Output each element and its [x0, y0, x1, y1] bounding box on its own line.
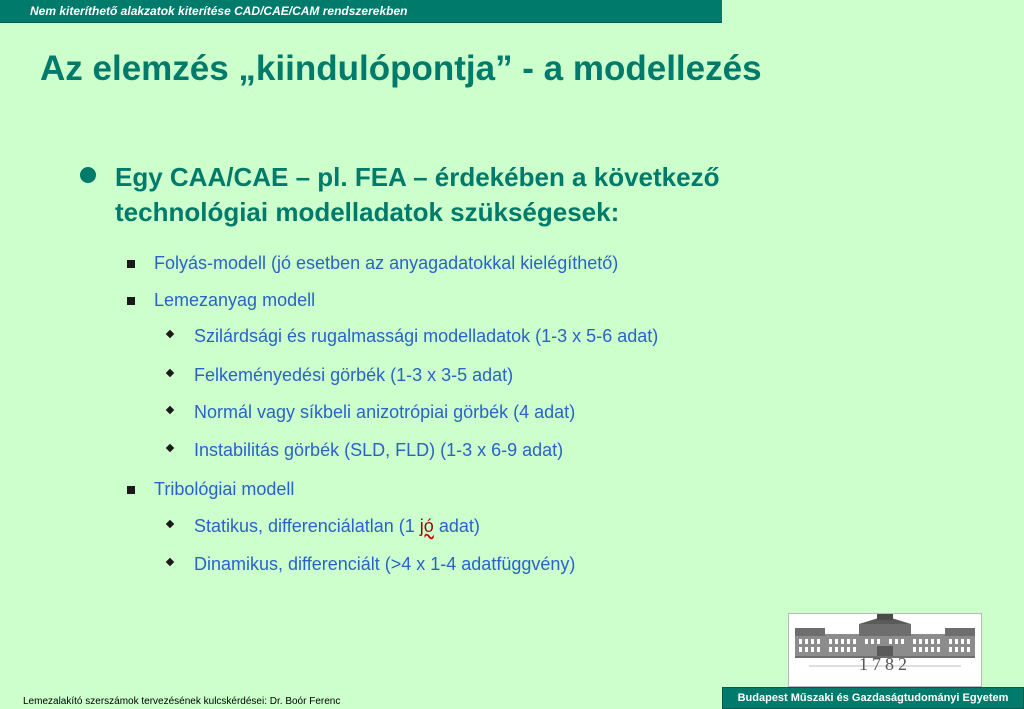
slide-title: Az elemzés „kiindulópontja” - a modellezés	[40, 49, 762, 88]
diamond-bullet-icon	[166, 520, 174, 528]
university-logo	[788, 613, 982, 687]
diamond-bullet-icon	[166, 444, 174, 452]
diamond-bullet-icon	[166, 330, 174, 338]
diamond-bullet-icon	[166, 369, 174, 377]
square-bullet-icon	[127, 260, 135, 268]
footer-author: Lemezalakító szerszámok tervezésének kulcskérdései: Dr. Boór Ferenc	[23, 696, 341, 707]
list-item-text: Lemezanyag modell	[154, 290, 316, 310]
main-bullet-text: Egy CAA/CAE – pl. FEA – érdekében a következő technológiai modelladatok szükségesek:	[115, 162, 720, 227]
list-item-text: Szilárdsági és rugalmassági modelladatok (1-3 x 5-6 adat)	[194, 326, 659, 346]
bullet-dot-icon	[80, 167, 96, 183]
list-item-text: Tribológiai modell	[154, 479, 295, 499]
diamond-bullet-icon	[166, 558, 174, 566]
diamond-bullet-icon	[166, 406, 174, 414]
list-item-text: Dinamikus, differenciált (>4 x 1-4 adatfüggvény)	[194, 554, 576, 574]
list-item-text: Felkeményedési görbék (1-3 x 3-5 adat)	[194, 365, 514, 385]
list-item-text: Instabilitás görbék (SLD, FLD) (1-3 x 6-9 adat)	[194, 440, 564, 460]
square-bullet-icon	[127, 297, 135, 305]
highlighted-word: jó	[419, 516, 434, 536]
logo-year: 1782	[859, 654, 911, 674]
list-item-text: Folyás-modell (jó esetben az anyagadatokkal kielégíthető)	[154, 253, 619, 273]
list-item-text-before: Statikus, differenciálatlan (1	[194, 516, 420, 536]
footer-university: Budapest Műszaki és Gazdaságtudományi Egyetem	[722, 687, 1024, 709]
header-banner: Nem kiteríthető alakzatok kiterítése CAD/CAE/CAM rendszerekben	[0, 0, 722, 23]
list-item-text	[194, 515, 480, 537]
square-bullet-icon	[127, 486, 135, 494]
university-building-icon	[789, 614, 981, 686]
list-item-text-after: adat)	[433, 516, 480, 536]
list-item-text: Normál vagy síkbeli anizotrópiai görbék (4 adat)	[194, 402, 576, 422]
